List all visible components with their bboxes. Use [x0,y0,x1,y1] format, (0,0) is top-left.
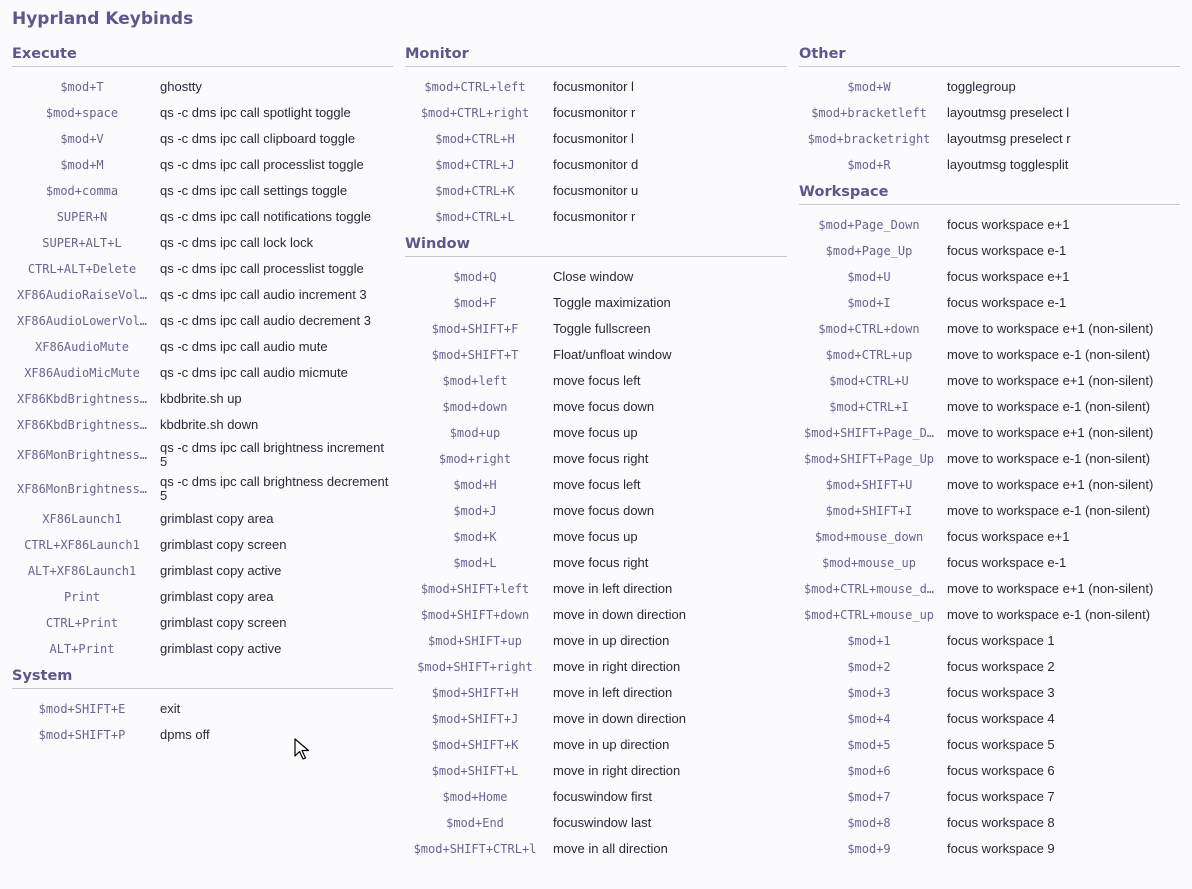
keybind-key: $mod+SHIFT+up [428,634,522,648]
keybind-action: move focus down [553,399,655,414]
keybind-action: move to workspace e+1 (non-silent) [947,581,1154,596]
keybind-action: move in down direction [553,711,686,726]
keybind-row[interactable] [405,602,787,628]
column-left[interactable] [12,44,393,859]
keybind-action: focusmonitor l [553,79,634,94]
keybind-row[interactable] [12,558,393,584]
keybind-row[interactable] [405,204,787,230]
keybind-action: grimblast copy active [160,563,282,578]
keybind-row[interactable] [405,152,787,178]
keybind-key: XF86Launch1 [42,512,122,526]
section-title: System [12,666,393,689]
keybind-key: $mod+SHIFT+down [420,608,530,622]
keybind-row[interactable] [799,264,1180,290]
keybind-row[interactable] [799,342,1180,368]
column-middle[interactable] [405,44,787,859]
keybind-row[interactable] [405,342,787,368]
keybind-action: focus workspace e-1 [947,555,1067,570]
keybind-row[interactable] [799,836,1180,859]
keybind-key: $mod+F [453,296,497,310]
page-title: Hyprland Keybinds [12,9,194,29]
keybind-key: $mod+6 [847,764,891,778]
keybind-action: focus workspace e+1 [947,217,1070,232]
keybind-action: move focus up [553,529,638,544]
keybind-action: move to workspace e+1 (non-silent) [947,477,1154,492]
keybind-key: $mod+up [449,426,501,440]
keybind-action: move to workspace e-1 (non-silent) [947,451,1151,466]
keybind-action: grimblast copy screen [160,537,287,552]
keybind-row[interactable] [12,178,393,204]
keybind-row[interactable] [405,732,787,758]
keybind-key: $mod+CTRL+up [825,348,913,362]
keybind-action: move in up direction [553,633,670,648]
keybind-action: move to workspace e-1 (non-silent) [947,607,1151,622]
keybind-row[interactable] [405,498,787,524]
keybind-action: move to workspace e+1 (non-silent) [947,425,1154,440]
keybind-row[interactable] [12,256,393,282]
keybind-row[interactable] [12,532,393,558]
keybind-action: focuswindow first [553,789,652,804]
keybind-row[interactable] [799,524,1180,550]
keybind-key: ALT+Print [49,642,115,656]
keybind-key: XF86AudioLowerVol… [16,314,148,328]
keybind-row[interactable] [405,836,787,859]
keybind-row[interactable] [799,446,1180,472]
keybind-row[interactable] [12,636,393,662]
keybind-action: focusmonitor r [553,209,636,224]
keybind-key: $mod+SHIFT+CTRL+l [413,842,537,856]
keybind-action: qs -c dms ipc call clipboard toggle [160,131,356,146]
keybind-key: $mod+SHIFT+I [825,504,913,518]
keybind-key: $mod+I [847,296,891,310]
keybind-action: move in right direction [553,763,681,778]
keybind-row[interactable] [799,100,1180,126]
keybind-row[interactable] [799,290,1180,316]
keybind-key: $mod+left [442,374,508,388]
keybind-row[interactable] [799,152,1180,178]
keybind-row[interactable] [799,706,1180,732]
keybind-row[interactable] [799,654,1180,680]
keybind-action: move focus left [553,373,641,388]
keybind-action: qs -c dms ipc call brightness decrement 5 [160,474,389,503]
keybind-row[interactable] [12,610,393,636]
keybind-row[interactable] [12,386,393,412]
keybind-key: CTRL+Print [45,616,119,630]
keybind-row[interactable] [405,576,787,602]
keybind-action: focuswindow last [553,815,652,830]
keybind-action: focusmonitor r [553,105,636,120]
keybind-key: $mod+SHIFT+right [417,660,533,674]
keybind-row[interactable] [799,628,1180,654]
keybind-action: focusmonitor d [553,157,639,172]
keybind-row[interactable] [799,602,1180,628]
keybind-key: $mod+K [453,530,497,544]
keybind-key: $mod+SHIFT+F [431,322,519,336]
keybind-key: $mod+L [453,556,497,570]
section-monitor [405,44,787,230]
keybind-key: XF86MonBrightness… [16,482,148,496]
keybind-key: $mod+3 [847,686,891,700]
keybind-key: $mod+End [446,816,504,830]
keybind-row[interactable] [799,732,1180,758]
keybind-key: $mod+CTRL+J [435,158,515,172]
keybind-row[interactable] [405,290,787,316]
keybind-action: qs -c dms ipc call settings toggle [160,183,348,198]
keybind-row[interactable] [12,152,393,178]
keybind-row[interactable] [405,316,787,342]
section-workspace [799,182,1180,859]
keybind-action: Close window [553,269,634,284]
section-title: Execute [12,44,393,67]
keybind-key: $mod+Page_Up [825,244,913,258]
keybind-row[interactable] [405,264,787,290]
keybind-key: $mod+bracketleft [811,106,927,120]
keybind-key: $mod+SHIFT+T [431,348,519,362]
keybind-key: $mod+SHIFT+E [38,702,126,716]
keybind-action: kbdbrite.sh up [160,391,242,406]
keybind-action: Toggle maximization [553,295,671,310]
keybind-row[interactable] [405,100,787,126]
keybind-key: $mod+SHIFT+K [431,738,519,752]
section-title: Workspace [799,182,1180,205]
keybind-action: qs -c dms ipc call audio increment 3 [160,287,367,302]
keybind-row[interactable] [799,126,1180,152]
keybind-action: qs -c dms ipc call brightness increment 5 [160,440,384,469]
keybind-action: focus workspace 3 [947,685,1055,700]
keybind-action: qs -c dms ipc call audio micmute [160,365,348,380]
keybind-action: layoutmsg togglesplit [947,157,1069,172]
keybind-row[interactable] [405,368,787,394]
keybind-key: $mod+SHIFT+J [431,712,519,726]
keybind-action: kbdbrite.sh down [160,417,259,432]
keybind-key: $mod+SHIFT+L [431,764,519,778]
keybind-key: $mod+space [45,106,119,120]
keybind-row[interactable] [405,784,787,810]
keybind-key: SUPER+N [56,210,108,224]
keybind-key: $mod+SHIFT+U [825,478,913,492]
keybind-action: qs -c dms ipc call audio decrement 3 [160,313,371,328]
keybind-row[interactable] [405,420,787,446]
keybind-action: move in left direction [553,685,673,700]
keybind-key: $mod+T [60,80,104,94]
keybind-key: $mod+mouse_up [822,556,916,570]
keybind-action: move focus left [553,477,641,492]
section-window [405,234,787,859]
keybind-key: $mod+CTRL+left [424,80,526,94]
keybind-action: exit [160,701,181,716]
keybind-key: $mod+SHIFT+Page_Up [803,452,935,466]
keybind-action: move in right direction [553,659,681,674]
keybind-action: focus workspace 2 [947,659,1055,674]
keybind-row[interactable] [405,706,787,732]
keybind-action: grimblast copy screen [160,615,287,630]
keybind-action: focus workspace 9 [947,841,1055,856]
keybind-key: $mod+mouse_down [814,530,924,544]
keybind-action: focusmonitor u [553,183,639,198]
keybind-row[interactable] [12,282,393,308]
keybind-key: XF86AudioRaiseVol… [16,288,148,302]
keybind-row[interactable] [405,126,787,152]
keybind-row[interactable] [405,654,787,680]
keybind-row[interactable] [12,204,393,230]
keybind-action: grimblast copy active [160,641,282,656]
keybind-row[interactable] [12,334,393,360]
keybind-action: focus workspace 6 [947,763,1055,778]
keybind-row[interactable] [799,758,1180,784]
keybind-action: focus workspace 1 [947,633,1055,648]
keybind-key: $mod+SHIFT+Page_D… [803,426,935,440]
keybind-row[interactable] [799,680,1180,706]
keybind-row[interactable] [405,74,787,100]
keybind-action: move in all direction [553,841,668,856]
section-execute [12,44,393,662]
keybind-key: XF86MonBrightness… [16,448,148,462]
keybind-key: $mod+bracketright [807,132,931,146]
keybind-row[interactable] [799,212,1180,238]
keybind-row[interactable] [405,628,787,654]
keybind-key: $mod+CTRL+mouse_up [803,608,935,622]
keybind-action: move focus up [553,425,638,440]
keybind-row[interactable] [799,368,1180,394]
keybind-row[interactable] [799,498,1180,524]
keybind-key: $mod+U [847,270,891,284]
keybind-row[interactable] [405,810,787,836]
keybind-action: grimblast copy area [160,511,274,526]
keybind-key: $mod+CTRL+L [435,210,515,224]
keybind-action: move in down direction [553,607,686,622]
keybind-action: focusmonitor l [553,131,634,146]
keybind-key: $mod+W [847,80,891,94]
keybind-key: $mod+8 [847,816,891,830]
keybind-row[interactable] [12,100,393,126]
keybind-action: move to workspace e-1 (non-silent) [947,347,1151,362]
keybind-action: focus workspace e-1 [947,295,1067,310]
keybind-action: qs -c dms ipc call audio mute [160,339,328,354]
keybind-row[interactable] [12,412,393,438]
keybind-row[interactable] [405,394,787,420]
keybind-key: $mod+SHIFT+H [431,686,519,700]
keybind-row[interactable] [799,784,1180,810]
keybind-key: $mod+M [60,158,104,172]
keybind-action: qs -c dms ipc call notifications toggle [160,209,371,224]
keybind-row[interactable] [799,316,1180,342]
keybind-key: $mod+9 [847,842,891,856]
keybind-row[interactable] [12,584,393,610]
keybind-key: $mod+1 [847,634,891,648]
keybind-row[interactable] [12,360,393,386]
keybind-row[interactable] [405,524,787,550]
keybind-key: $mod+4 [847,712,891,726]
keybind-row[interactable] [12,722,393,748]
keybind-row[interactable] [12,230,393,256]
keybind-action: move focus down [553,503,655,518]
keybind-key: $mod+CTRL+right [420,106,530,120]
keybind-action: move to workspace e+1 (non-silent) [947,321,1154,336]
keybind-row[interactable] [12,126,393,152]
keybind-action: focus workspace e+1 [947,529,1070,544]
keybind-action: move in left direction [553,581,673,596]
keybind-key: $mod+CTRL+H [435,132,515,146]
keybind-action: move to workspace e+1 (non-silent) [947,373,1154,388]
keybind-key: $mod+H [453,478,497,492]
keybind-key: XF86KbdBrightness… [16,392,148,406]
keybind-row[interactable] [405,446,787,472]
keybind-key: XF86AudioMicMute [24,366,140,380]
keybind-action: focus workspace e-1 [947,243,1067,258]
keybind-row[interactable] [12,308,393,334]
keybind-action: qs -c dms ipc call processlist toggle [160,157,364,172]
keybind-action: move focus right [553,555,649,570]
keybind-key: $mod+CTRL+mouse_d… [803,582,935,596]
keybind-row[interactable] [799,74,1180,100]
keybind-key: $mod+Q [453,270,497,284]
keybind-action: focus workspace e+1 [947,269,1070,284]
keybind-row[interactable] [405,550,787,576]
keybind-action: move focus right [553,451,649,466]
keybind-row[interactable] [12,472,393,506]
keybind-row[interactable] [12,696,393,722]
section-title: Monitor [405,44,787,67]
keybind-key: $mod+CTRL+down [818,322,920,336]
keybind-key: ALT+XF86Launch1 [27,564,137,578]
keybind-action: move in up direction [553,737,670,752]
section-system [12,666,393,748]
keybind-row[interactable] [405,472,787,498]
keybind-key: $mod+SHIFT+P [38,728,126,742]
keybind-action: focus workspace 7 [947,789,1055,804]
mouse-pointer-icon [294,738,312,760]
keybind-row[interactable] [405,758,787,784]
keybind-action: qs -c dms ipc call spotlight toggle [160,105,351,120]
keybind-action: focus workspace 8 [947,815,1055,830]
keybind-row[interactable] [799,472,1180,498]
keybind-key: $mod+comma [45,184,119,198]
keybind-key: $mod+right [438,452,512,466]
keybind-key: SUPER+ALT+L [42,236,122,250]
keybind-row[interactable] [405,178,787,204]
keybind-key: $mod+V [60,132,104,146]
keybind-action: focus workspace 4 [947,711,1055,726]
keybind-key: $mod+Page_Down [818,218,920,232]
section-title: Window [405,234,787,257]
keybind-row[interactable] [405,680,787,706]
keybind-action: grimblast copy area [160,589,274,604]
keybind-row[interactable] [799,238,1180,264]
keybind-key: Print [63,590,101,604]
keybind-row[interactable] [799,550,1180,576]
keybind-key: $mod+R [847,158,891,172]
keybind-action: Float/unfloat window [553,347,672,362]
keybind-action: layoutmsg preselect l [947,105,1070,120]
keybind-action: move to workspace e-1 (non-silent) [947,503,1151,518]
keybind-key: $mod+Home [442,790,508,804]
keybind-action: ghostty [160,79,202,94]
keybind-action: Toggle fullscreen [553,321,651,336]
keybind-row[interactable] [12,74,393,100]
column-right[interactable] [799,44,1180,859]
keybind-action: focus workspace 5 [947,737,1055,752]
keybind-key: $mod+SHIFT+left [420,582,530,596]
section-title: Other [799,44,1180,67]
keybind-row[interactable] [799,394,1180,420]
keybind-row[interactable] [799,420,1180,446]
keybind-key: $mod+down [442,400,508,414]
keybind-key: $mod+CTRL+U [829,374,909,388]
keybind-row[interactable] [799,576,1180,602]
keybind-key: CTRL+ALT+Delete [27,262,137,276]
keybind-row[interactable] [12,438,393,472]
keybind-action: move to workspace e-1 (non-silent) [947,399,1151,414]
keybind-key: $mod+J [453,504,497,518]
keybind-row[interactable] [799,810,1180,836]
keybind-key: $mod+5 [847,738,891,752]
keybind-key: CTRL+XF86Launch1 [24,538,140,552]
section-other [799,44,1180,178]
keybind-action: layoutmsg preselect r [947,131,1071,146]
keybind-key: $mod+CTRL+K [435,184,515,198]
keybind-key: $mod+7 [847,790,891,804]
keybind-key: XF86KbdBrightness… [16,418,148,432]
keybind-key: $mod+CTRL+I [829,400,909,414]
keybind-action: qs -c dms ipc call lock lock [160,235,314,250]
keybind-key: XF86AudioMute [35,340,129,354]
keybind-action: qs -c dms ipc call processlist toggle [160,261,364,276]
keybind-key: $mod+2 [847,660,891,674]
keybind-row[interactable] [12,506,393,532]
keybind-action: togglegroup [947,79,1016,94]
keybind-action: dpms off [160,727,210,742]
